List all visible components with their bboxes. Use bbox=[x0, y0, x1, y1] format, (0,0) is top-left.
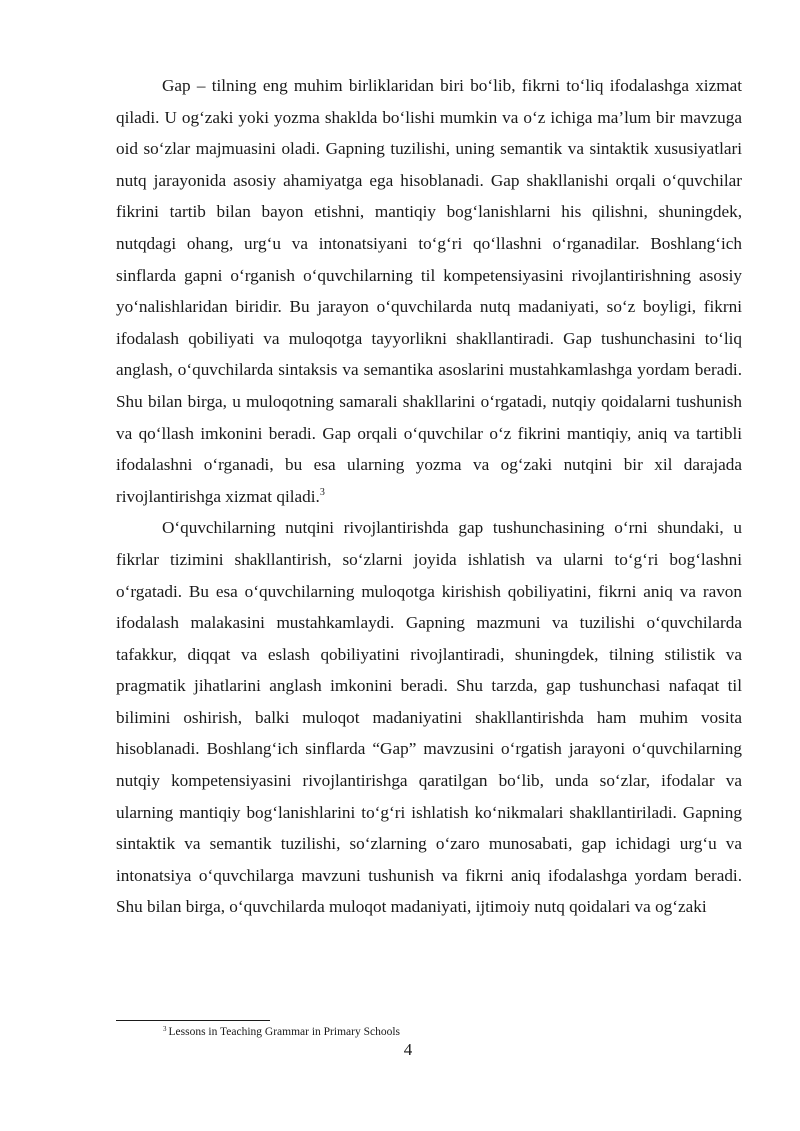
footnote-marker: 3 bbox=[163, 1025, 167, 1033]
page-number: 4 bbox=[403, 1040, 413, 1059]
footnote bbox=[163, 1025, 400, 1039]
paragraph-1-text: Gap – tilning eng muhim birliklaridan biri bo‘lib, fikrni to‘liq ifodalashga xizmat qiladi. U og‘zaki yoki yozma shaklda bo‘lishi mumkin va o‘z ichiga ma’lum bir mavzuga oid so‘zlar majmuasini oladi. Gapning tuzilishi, uning semantik va sintaktik xususiyatlari nutq jarayonida asosiy ahamiyatga ega hisoblanadi. Gap shakllanishi orqali o‘quvchilar fikrini tartib bilan bayon etishni, mantiqiy bog‘lanishlarni his qilishni, shuningdek, nutqdagi ohang, urg‘u va intonatsiyani to‘g‘ri qo‘llashni o‘rganadilar. Boshlang‘ich sinflarda gapni o‘rganish o‘quvchilarning til kompetensiyasini rivojlantirishning asosiy yo‘nalishlaridan biridir. Bu jarayon o‘quvchilarda nutq madaniyati, so‘z boyligi, fikrni ifodalash qobiliyati va muloqotga tayyorlikni shakllantiradi. Gap tushunchasini to‘liq anglash, o‘quvchilarda sintaksis va semantika asoslarini mustahkamlashga yordam beradi. Shu bilan birga, u muloqotning samarali shakllarini o‘rgatadi, nutqiy qoidalarni tushunish va qo‘llash imkonini beradi. Gap orqali o‘quvchilar o‘z fikrini mantiqiy, aniq va tartibli ifodalashni o‘rganadi, bu esa ularning yozma va og‘zaki nutqini bir xil darajada rivojlantirishga xizmat qiladi. bbox=[116, 76, 742, 506]
footnote-reference: 3 bbox=[319, 486, 325, 498]
paragraph-2 bbox=[116, 512, 742, 923]
paragraph-1 bbox=[116, 70, 742, 512]
footnote-separator bbox=[116, 1020, 270, 1021]
paragraph-2-text: O‘quvchilarning nutqini rivojlantirishda gap tushunchasining o‘rni shundaki, u fikrlar tizimini shakllantirish, so‘zlarni joyida ishlatish va ularni to‘g‘ri bog‘lashni o‘rgatadi. Bu esa o‘quvchilarning muloqotga kirishish qobiliyatini, fikrni aniq va ravon ifodalash malakasini mustahkamlaydi. Gapning mazmuni va tuzilishi o‘quvchilarda tafakkur, diqqat va eslash qobiliyatini rivojlantiradi, shuningdek, tilning stilistik va pragmatik jihatlarini anglash imkonini beradi. Shu tarzda, gap tushunchasi nafaqat til bilimini oshirish, balki muloqot madaniyatini shakllantirishda ham muhim vosita hisoblanadi. Boshlang‘ich sinflarda “Gap” mavzusini o‘rgatish jarayoni o‘quvchilarning nutqiy kompetensiyasini rivojlantirishga qaratilgan bo‘lib, unda so‘zlar, ifodalar va ularning mantiqiy bog‘lanishlarini to‘g‘ri ishlatish ko‘nikmalari shakllantiriladi. Gapning sintaktik va semantik tuzilishi, so‘zlarning o‘zaro munosabati, gap ichidagi urg‘u va intonatsiya o‘quvchilarga mavzuni tushunish va fikrni aniq ifodalashga yordam beradi. Shu bilan birga, o‘quvchilarda muloqot madaniyati, ijtimoiy nutq qoidalari va og‘zaki bbox=[116, 518, 742, 917]
body-text bbox=[116, 70, 742, 923]
footnote-text: Lessons in Teaching Grammar in Primary Schools bbox=[168, 1026, 400, 1038]
